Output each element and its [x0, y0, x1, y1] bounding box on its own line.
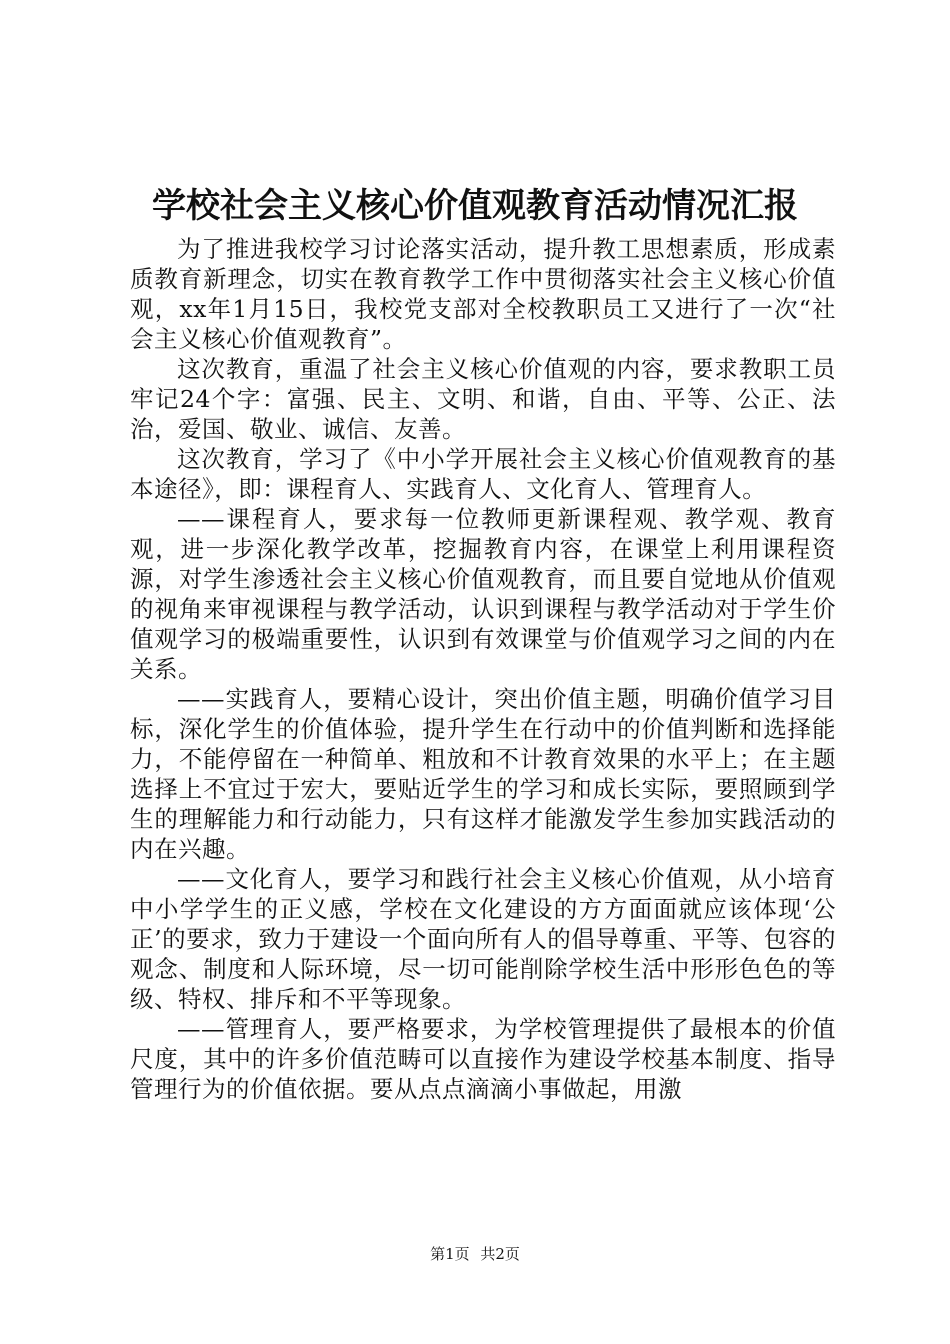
paragraph-curriculum: ——课程育人，要求每一位教师更新课程观、教学观、教育观，进一步深化教学改革，挖掘教育内容，在课堂上利用课程资源，对学生渗透社会主义核心价值观教育，而且要自觉地从价值观的视角来审视课程与教学活动，认识到课程与教学活动对于学生价值观学习的极端重要性，认识到有效课堂与价值观学习之间的内在关系。	[130, 505, 836, 683]
page-footer	[0, 1244, 950, 1264]
paragraph-intro: 为了推进我校学习讨论落实活动，提升教工思想素质，形成素质教育新理念，切实在教育教学工作中贯彻落实社会主义核心价值观，xx年1月15日，我校党支部对全校教职员工又进行了一次“社会主义核心价值观教育”。	[130, 235, 836, 353]
document-title: 学校社会主义核心价值观教育活动情况汇报	[152, 186, 798, 226]
paragraph-values: 这次教育，重温了社会主义核心价值观的内容，要求教职工员牢记24个字：富强、民主、文明、和谐，自由、平等、公正、法治，爱国、敬业、诚信、友善。	[130, 355, 836, 443]
page-number: 第1页	[430, 1245, 470, 1263]
paragraph-approaches: 这次教育，学习了《中小学开展社会主义核心价值观教育的基本途径》，即：课程育人、实践育人、文化育人、管理育人。	[130, 445, 836, 503]
page-total: 共2页	[480, 1245, 520, 1263]
document-body	[130, 234, 836, 1104]
paragraph-management: ——管理育人，要严格要求，为学校管理提供了最根本的价值尺度，其中的许多价值范畴可以直接作为建设学校基本制度、指导管理行为的价值依据。要从点点滴滴小事做起，用激	[130, 1015, 836, 1103]
paragraph-culture: ——文化育人，要学习和践行社会主义核心价值观，从小培育中小学学生的正义感，学校在文化建设的方方面面就应该体现‘公正’的要求，致力于建设一个面向所有人的倡导尊重、平等、包容的观念、制度和人际环境，尽一切可能削除学校生活中形形色色的等级、特权、排斥和不平等现象。	[130, 865, 836, 1013]
paragraph-practice: ——实践育人，要精心设计，突出价值主题，明确价值学习目标，深化学生的价值体验，提升学生在行动中的价值判断和选择能力，不能停留在一种简单、粗放和不计教育效果的水平上；在主题选择上不宜过于宏大，要贴近学生的学习和成长实际，要照顾到学生的理解能力和行动能力，只有这样才能激发学生参加实践活动的内在兴趣。	[130, 685, 836, 863]
